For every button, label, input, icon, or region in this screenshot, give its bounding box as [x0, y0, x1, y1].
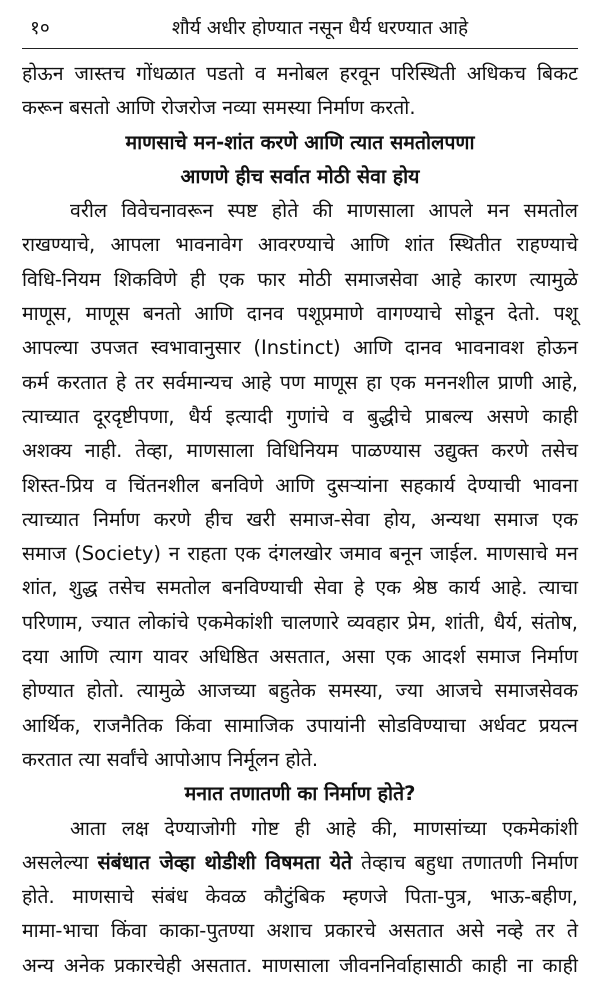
text-line: त्याच्यात दूरदृष्टीपणा, धैर्य इत्यादी गुणांचे व बुद्धीचे प्राबल्य असणे काही — [22, 404, 578, 428]
text-line: होण्यात होतो. त्यामुळे आजच्या बहुतेक समस्या, ज्या आजचे समाजसेवक — [22, 679, 578, 703]
text-line: कर्म करतात हे तर सर्वमान्यच आहे पण माणूस हा एक मननशील प्राणी आहे, — [22, 370, 578, 394]
text-line: अशक्य नाही. तेव्हा, माणसाला विधिनियम पाळण्यास उद्युक्त करणे तसेच — [22, 439, 578, 463]
bold-phrase: संबंधात जेव्हा थोडीशी विषमता येते — [97, 850, 353, 874]
section-heading: माणसाचे मन-शांत करणे आणि त्यात समतोलपणा — [125, 130, 475, 154]
text-line: आर्थिक, राजनैतिक किंवा सामाजिक उपायांनी सोडविण्याचा अर्धवट प्रयत्न — [22, 713, 578, 737]
text-line: त्याच्यात निर्माण करणे हीच खरी समाज-सेवा होय, अन्यथा समाज एक — [22, 507, 578, 531]
text-line: शिस्त-प्रिय व चिंतनशील बनविणे आणि दुसऱ्यांना सहकार्य देण्याची भावना — [22, 473, 578, 497]
text-line: वरील विवेचनावरून स्पष्ट होते की माणसाला आपले मन समतोल — [70, 199, 578, 223]
text-line: शांत, शुद्ध तसेच समतोल बनविण्याची सेवा हे एक श्रेष्ठ कार्य आहे. त्याचा — [22, 576, 578, 600]
text-line: करून बसतो आणि रोजरोज नव्या समस्या निर्माण करतो. — [22, 96, 416, 120]
page-header — [22, 10, 578, 48]
text-line: दया आणि त्याग यावर अधिष्ठित असतात, असा एक आदर्श समाज निर्माण — [22, 645, 578, 669]
text-line: विधि-नियम शिकविणे ही एक फार मोठी समाजसेवा आहे कारण त्यामुळे — [22, 267, 578, 291]
text-line: समाज (Society) न राहता एक दंगलखोर जमाव बनून जाईल. माणसाचे मन — [22, 542, 578, 566]
text-line: मामा-भाचा किंवा काका-पुतण्या अशाच प्रकारचे असतात असे नव्हे तर ते — [22, 919, 578, 943]
section-heading: आणणे हीच सर्वात मोठी सेवा होय — [180, 164, 420, 188]
text-run: तेव्हाच बहुधा तणातणी निर्माण — [352, 850, 579, 874]
page-number: १० — [30, 17, 50, 39]
page-body — [22, 57, 578, 983]
text-line: माणूस, माणूस बनतो आणि दानव पशूप्रमाणे वागण्याचे सोडून देतो. पशू — [22, 302, 578, 326]
text-line: अन्य अनेक प्रकारचेही असतात. माणसाला जीवननिर्वाहासाठी काही ना काही — [22, 953, 578, 977]
text-run: असलेल्या — [22, 850, 98, 874]
header-rule — [22, 48, 578, 49]
text-line: आपल्या उपजत स्वभावानुसार (Instinct) आणि दानव भावनावश होऊन — [22, 336, 578, 360]
text-line: राखण्याचे, आपला भावनावेग आवरण्याचे आणि शांत स्थितीत राहण्याचे — [22, 233, 578, 257]
running-title: शौर्य अधीर होण्यात नसून धैर्य धरण्यात आहे — [171, 17, 469, 39]
section-heading: मनात तणातणी का निर्माण होते? — [184, 782, 416, 806]
text-line: होऊन जास्तच गोंधळात पडतो व मनोबल हरवून परिस्थिती अधिकच बिकट — [22, 62, 578, 85]
text-line: आता लक्ष देण्याजोगी गोष्ट ही आहे की, माणसांच्या एकमेकांशी — [70, 816, 578, 840]
text-line: होते. माणसाचे संबंध केवळ कौटुंबिक म्हणजे पिता-पुत्र, भाऊ-बहीण, — [22, 885, 578, 909]
text-line: करतात त्या सर्वांचे आपोआप निर्मूलन होते. — [22, 747, 319, 771]
text-line — [22, 846, 578, 880]
text-line: परिणाम, ज्यात लोकांचे एकमेकांशी चालणारे व्यवहार प्रेम, शांती, धैर्य, संतोष, — [22, 610, 578, 634]
